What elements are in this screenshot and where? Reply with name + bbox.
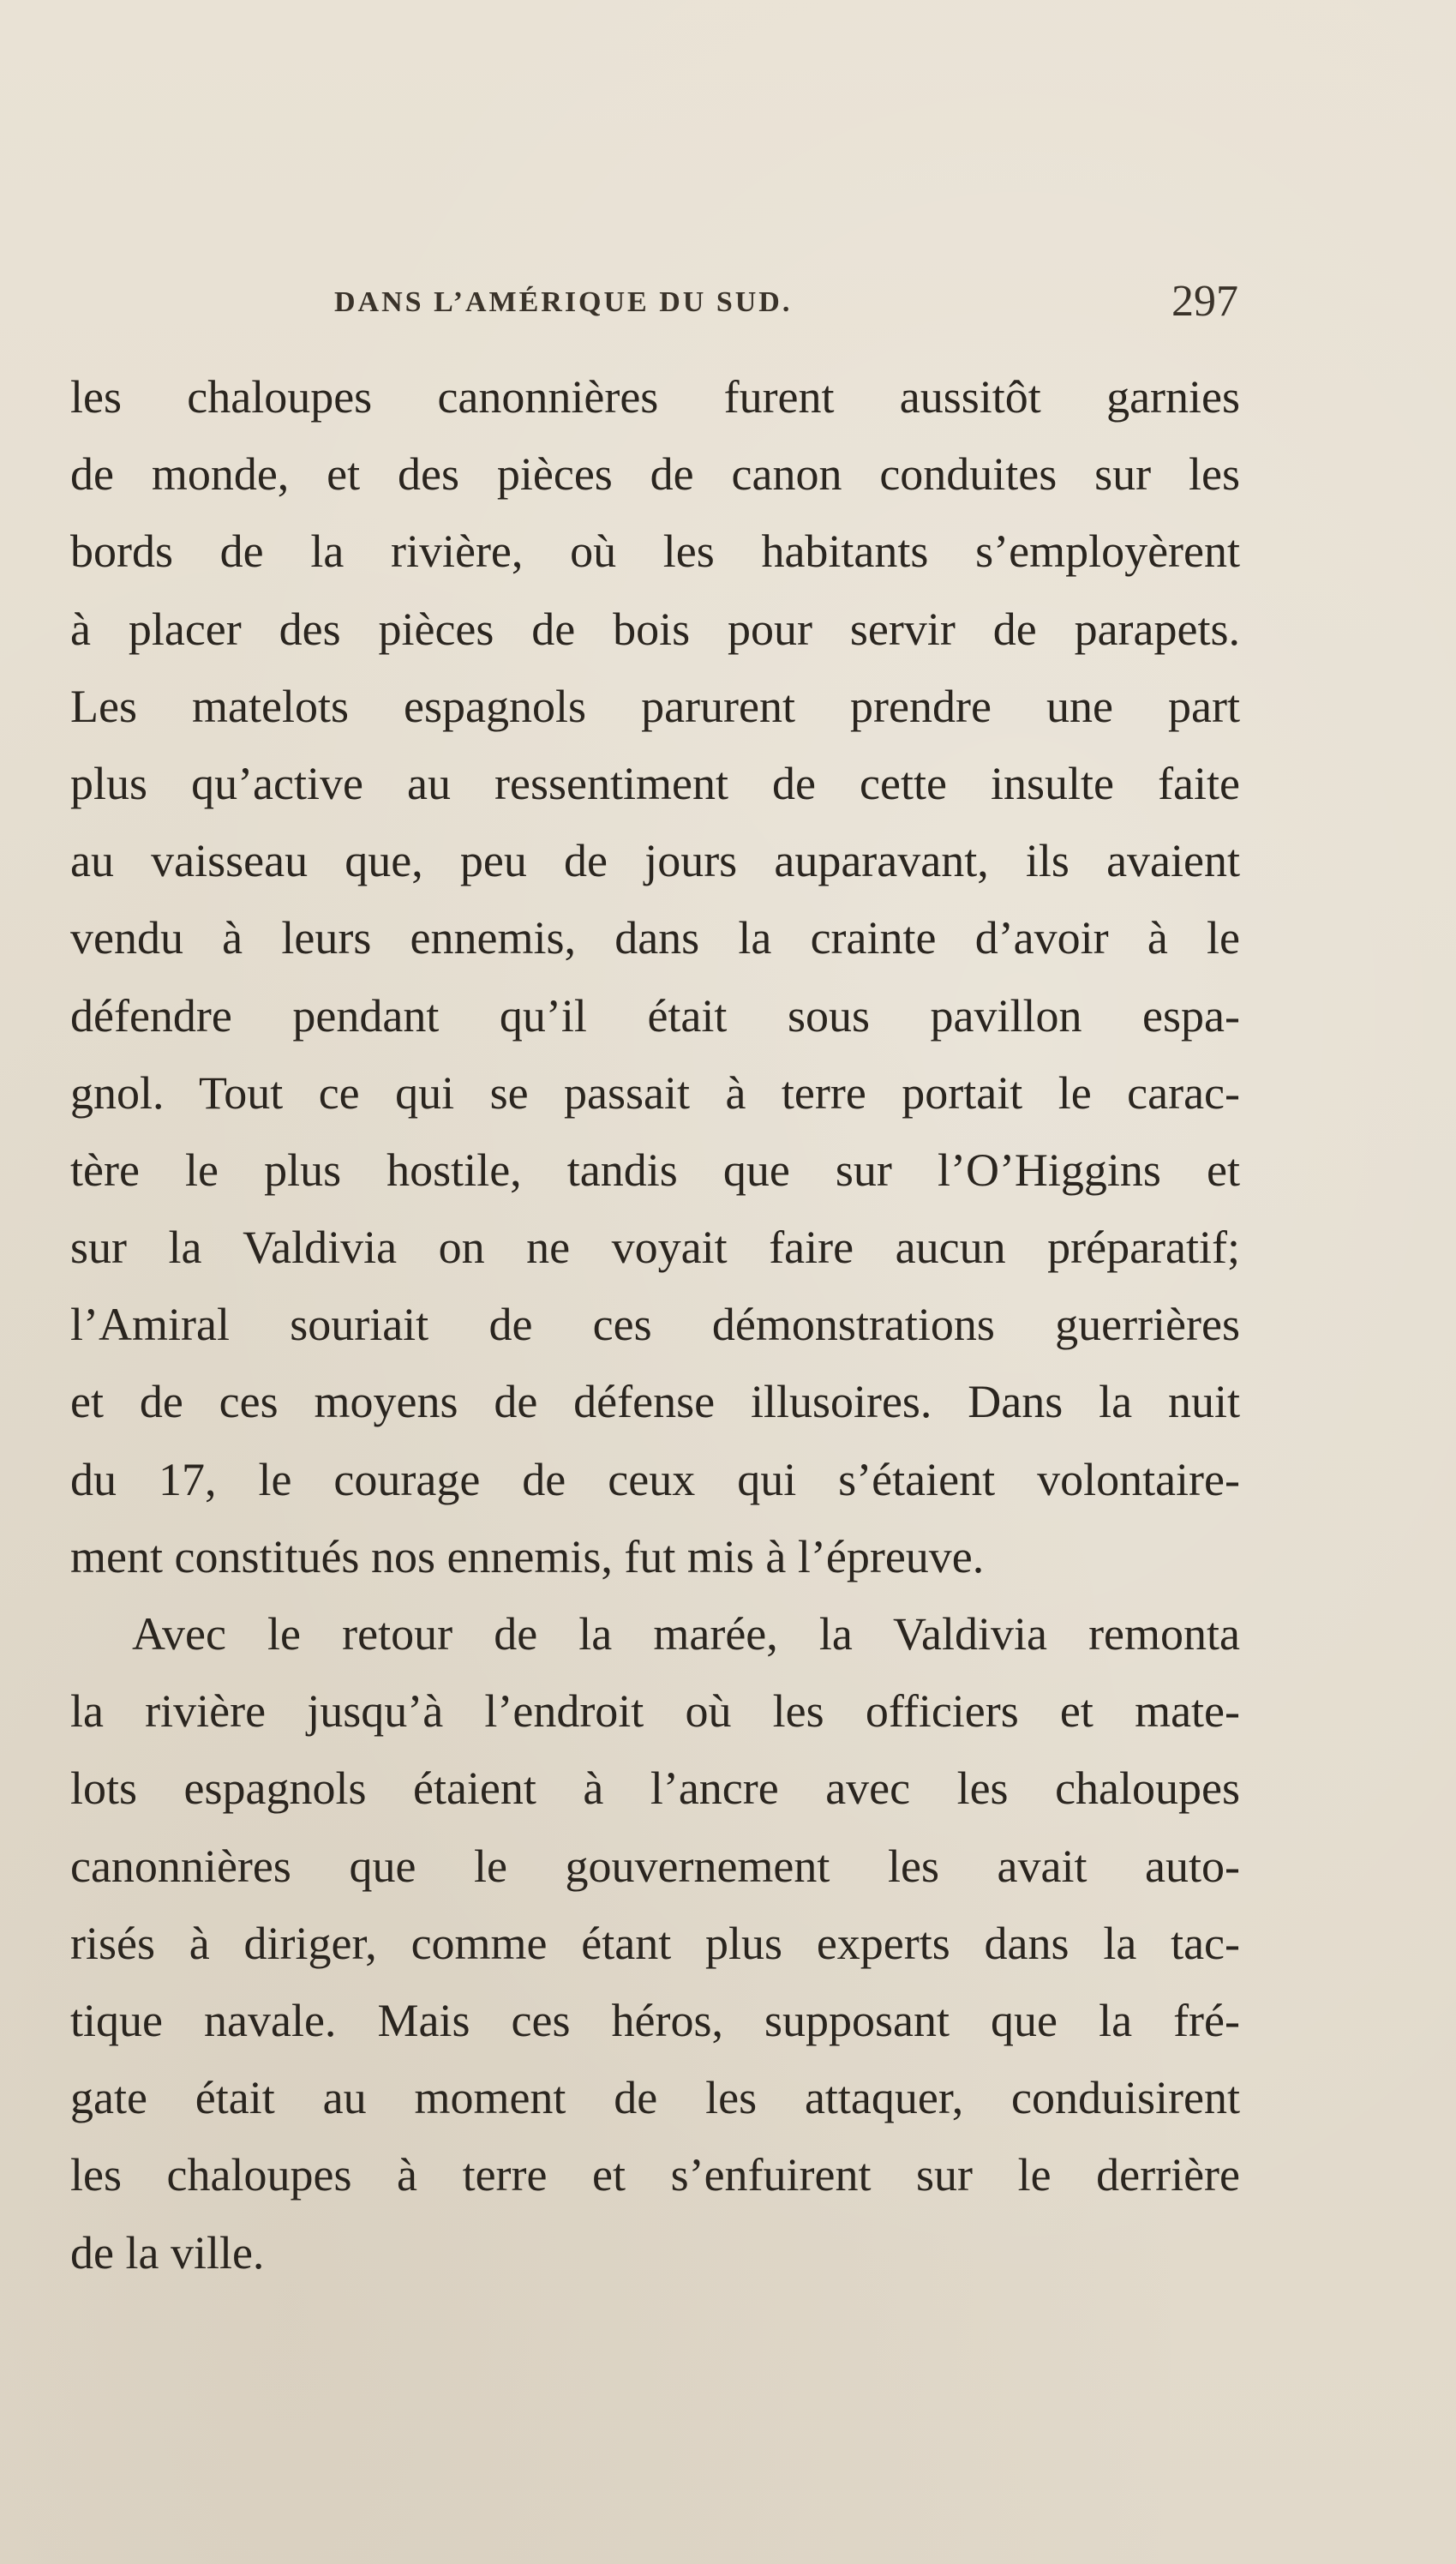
text-line: lots espagnols étaient à l’ancre avec les chaloupes [70, 1762, 1240, 1815]
text-line: plus qu’active au ressentiment de cette insulte faite [70, 757, 1240, 809]
text-line: sur la Valdivia on ne voyait faire aucun préparatif; [70, 1222, 1240, 1274]
text-line: tère le plus hostile, tandis que sur l’O’Higgins et [70, 1144, 1240, 1196]
text-line: gate était au moment de les attaquer, conduisirent [70, 2072, 1240, 2124]
text-line: et de ces moyens de défense illusoires. Dans la nuit [70, 1376, 1240, 1428]
text-line: Avec le retour de la marée, la Valdivia remonta [132, 1608, 1240, 1660]
paragraph-2 [70, 1595, 1240, 2291]
text-line: bords de la rivière, où les habitants s’employèrent [70, 525, 1240, 578]
page-number: 297 [1171, 277, 1238, 326]
text-line: du 17, le courage de ceux qui s’étaient volontaire- [70, 1453, 1240, 1505]
text-line: la rivière jusqu’à l’endroit où les officiers et mate- [70, 1685, 1240, 1738]
text-line: les chaloupes canonnières furent aussitôt garnies [70, 371, 1240, 423]
text-line: vendu à leurs ennemis, dans la crainte d’avoir à le [70, 912, 1240, 964]
text-line: tique navale. Mais ces héros, supposant que la fré- [70, 1994, 1240, 2046]
text-line: les chaloupes à terre et s’enfuirent sur le derrière [70, 2149, 1240, 2201]
text-line: canonnières que le gouvernement les avait auto- [70, 1840, 1240, 1892]
paragraph-1 [70, 358, 1240, 1595]
text-line: risés à diriger, comme étant plus experts dans la tac- [70, 1917, 1240, 1969]
text-line: au vaisseau que, peu de jours auparavant, ils avaient [70, 835, 1240, 887]
text-line: gnol. Tout ce qui se passait à terre portait le carac- [70, 1066, 1240, 1119]
running-head [326, 276, 1238, 327]
text-line: l’Amiral souriait de ces démonstrations guerrières [70, 1299, 1240, 1351]
text-line: Les matelots espagnols parurent prendre une part [70, 680, 1240, 732]
text-line: ment constitués nos ennemis, fut mis à l’épreuve. [70, 1530, 985, 1582]
text-line: à placer des pièces de bois pour servir de parapets. [70, 603, 1240, 655]
running-title: DANS L’AMÉRIQUE DU SUD. [334, 286, 793, 318]
text-line: de monde, et des pièces de canon conduites sur les [70, 448, 1240, 501]
text-line: défendre pendant qu’il était sous pavillon espa- [70, 989, 1240, 1042]
text-line: de la ville. [70, 2226, 265, 2279]
body-text [70, 358, 1240, 2291]
